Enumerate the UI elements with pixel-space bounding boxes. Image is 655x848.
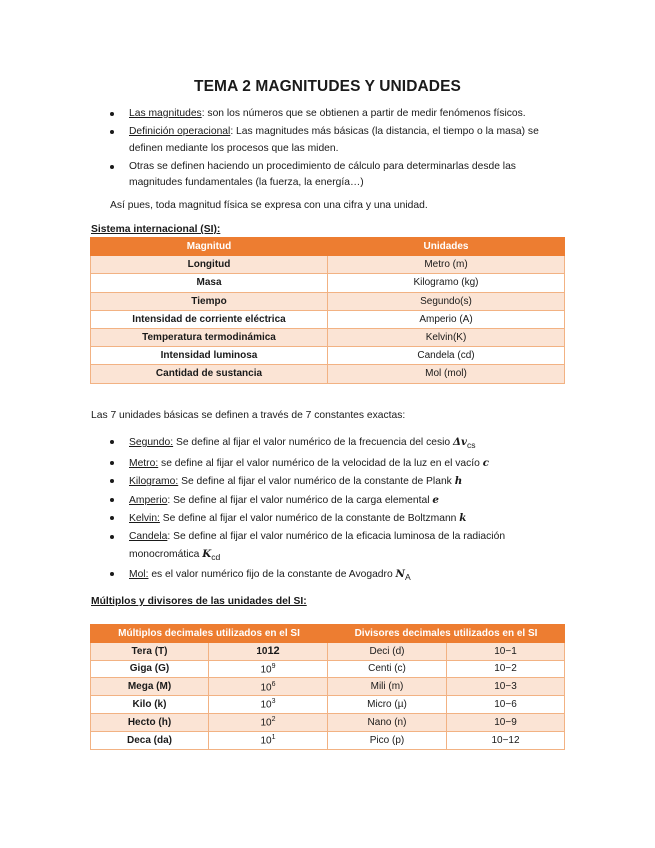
symbol-subscript: A bbox=[404, 572, 411, 583]
cell-magnitud: Intensidad luminosa bbox=[91, 347, 328, 365]
page-title: TEMA 2 MAGNITUDES Y UNIDADES bbox=[194, 78, 461, 95]
base: 10 bbox=[256, 646, 268, 658]
bullet-text: : Se define al fijar el valor numérico de la eficacia luminosa de la radiación monocromática bbox=[129, 531, 506, 560]
term-mol: Mol: bbox=[129, 569, 149, 581]
term-definicion-operacional: Definición operacional bbox=[129, 126, 231, 137]
cell-divisor-name: Deci (d) bbox=[328, 642, 447, 660]
cell-magnitud: Intensidad de corriente eléctrica bbox=[91, 310, 328, 328]
list-item bbox=[110, 124, 560, 157]
table-row bbox=[91, 713, 565, 731]
cell-divisor-value: 10−9 bbox=[447, 713, 565, 731]
cell-multiple-name: Giga (G) bbox=[91, 660, 209, 678]
table-row bbox=[91, 274, 565, 292]
table-row bbox=[91, 678, 565, 696]
term-magnitudes: Las magnitudes bbox=[129, 108, 202, 119]
bullet-text: Otras se definen haciendo un procedimiento de cálculo para determinarlas desde las magnitudes fundamentales (la fuerza, la energía…) bbox=[129, 160, 516, 188]
paragraph-asi-pues: Así pues, toda magnitud física se expresa con una cifra y una unidad. bbox=[110, 200, 428, 211]
cell-multiple-value bbox=[209, 696, 328, 714]
cell-divisor-name: Mili (m) bbox=[328, 678, 447, 696]
intro-bullet-list bbox=[110, 106, 560, 193]
cell-multiple-name: Hecto (h) bbox=[91, 713, 209, 731]
term-metro: Metro: bbox=[129, 457, 159, 469]
cell-multiple-value bbox=[209, 713, 328, 731]
paragraph-seven-units: Las 7 unidades básicas se definen a través de 7 constantes exactas: bbox=[91, 410, 406, 421]
exponent: 2 bbox=[271, 716, 276, 724]
bullet-text: se define al fijar el valor numérico de la velocidad de la luz en el vacío bbox=[158, 457, 483, 469]
cell-divisor-value: 10−12 bbox=[447, 731, 565, 749]
cell-divisor-name: Pico (p) bbox=[328, 731, 447, 749]
cell-multiple-name: Tera (T) bbox=[91, 642, 209, 660]
cell-unidad: Candela (cd) bbox=[328, 347, 565, 365]
base: 10 bbox=[260, 681, 272, 693]
base: 10 bbox=[260, 664, 272, 676]
cell-divisor-value: 10−3 bbox=[447, 678, 565, 696]
symbol: k bbox=[459, 512, 467, 525]
cell-magnitud: Cantidad de sustancia bbox=[91, 365, 328, 383]
list-item bbox=[110, 159, 560, 192]
cell-magnitud: Masa bbox=[91, 274, 328, 292]
cell-unidad: Metro (m) bbox=[328, 256, 565, 274]
column-header-multiplos: Múltiplos decimales utilizados en el SI bbox=[91, 625, 328, 643]
table-row bbox=[91, 256, 565, 274]
si-units-table bbox=[90, 237, 565, 384]
section-heading-multiplos: Múltiplos y divisores de las unidades del SI: bbox=[91, 596, 307, 607]
symbol-subscript: cd bbox=[211, 551, 221, 562]
column-header-unidades: Unidades bbox=[328, 238, 565, 256]
bullet-text: : Las magnitudes más básicas (la distancia, el tiempo o la masa) se definen mediante los procesos que las miden. bbox=[129, 126, 539, 154]
cell-multiple-value bbox=[209, 678, 328, 696]
cell-divisor-value: 10−6 bbox=[447, 696, 565, 714]
cell-magnitud: Longitud bbox=[91, 256, 328, 274]
list-item bbox=[110, 434, 540, 454]
symbol: c bbox=[482, 456, 490, 469]
table-row bbox=[91, 310, 565, 328]
symbol: Δv bbox=[452, 436, 467, 448]
cell-multiple-name: Deca (da) bbox=[91, 731, 209, 749]
exponent: 3 bbox=[271, 698, 276, 706]
symbol: e bbox=[432, 493, 439, 506]
cell-divisor-value: 10−2 bbox=[447, 660, 565, 678]
cell-magnitud: Tiempo bbox=[91, 292, 328, 310]
cell-multiple-value bbox=[209, 660, 328, 678]
bullet-text: : son los números que se obtienen a partir de medir fenómenos físicos. bbox=[201, 108, 526, 119]
cell-multiple-name: Mega (M) bbox=[91, 678, 209, 696]
term-kilogramo: Kilogramo: bbox=[129, 476, 179, 488]
term-candela: Candela bbox=[129, 531, 168, 543]
list-item bbox=[110, 455, 540, 473]
cell-multiple-value bbox=[209, 642, 328, 660]
column-header-divisores: Divisores decimales utilizados en el SI bbox=[328, 625, 565, 643]
list-item bbox=[110, 473, 540, 491]
exponent: 12 bbox=[267, 645, 280, 658]
base: 10 bbox=[260, 717, 272, 729]
list-item bbox=[110, 106, 560, 123]
base: 10 bbox=[260, 735, 272, 747]
cell-divisor-name: Micro (µ) bbox=[328, 696, 447, 714]
table-row bbox=[91, 731, 565, 749]
list-item bbox=[110, 510, 540, 528]
cell-magnitud: Temperatura termodinámica bbox=[91, 328, 328, 346]
cell-unidad: Kelvin(K) bbox=[328, 328, 565, 346]
cell-unidad: Amperio (A) bbox=[328, 310, 565, 328]
symbol-subscript: cs bbox=[466, 440, 476, 451]
exponent: 1 bbox=[271, 734, 276, 742]
bullet-text: : Se define al fijar el valor numérico de la carga elemental bbox=[167, 494, 433, 506]
cell-divisor-name: Centi (c) bbox=[328, 660, 447, 678]
cell-multiple-value bbox=[209, 731, 328, 749]
unit-definitions-list bbox=[110, 434, 540, 587]
multiples-divisors-table bbox=[90, 624, 565, 750]
table-header-row bbox=[91, 625, 565, 643]
cell-unidad: Segundo(s) bbox=[328, 292, 565, 310]
table-row bbox=[91, 328, 565, 346]
table-row bbox=[91, 696, 565, 714]
bullet-text: Se define al fijar el valor numérico de la constante de Boltzmann bbox=[159, 513, 460, 525]
bullet-text: Se define al fijar el valor numérico de la frecuencia del cesio bbox=[173, 437, 453, 448]
term-kelvin: Kelvin: bbox=[129, 513, 160, 525]
table-row bbox=[91, 292, 565, 310]
symbol: K bbox=[202, 547, 212, 560]
cell-unidad: Mol (mol) bbox=[328, 365, 565, 383]
exponent: 9 bbox=[271, 662, 276, 670]
table-header-row bbox=[91, 238, 565, 256]
list-item bbox=[110, 529, 540, 565]
bullet-text: es el valor numérico fijo de la constante de Avogadro bbox=[148, 569, 396, 581]
list-item bbox=[110, 492, 540, 510]
bullet-text: Se define al fijar el valor numérico de la constante de Plank bbox=[178, 476, 455, 488]
base: 10 bbox=[260, 699, 272, 711]
cell-divisor-value: 10−1 bbox=[447, 642, 565, 660]
symbol: N bbox=[395, 568, 405, 581]
table-row bbox=[91, 347, 565, 365]
cell-divisor-name: Nano (n) bbox=[328, 713, 447, 731]
table-row bbox=[91, 365, 565, 383]
cell-unidad: Kilogramo (kg) bbox=[328, 274, 565, 292]
term-amperio: Amperio bbox=[129, 494, 168, 506]
column-header-magnitud: Magnitud bbox=[91, 238, 328, 256]
list-item bbox=[110, 566, 540, 586]
section-heading-si: Sistema internacional (SI): bbox=[91, 224, 221, 235]
symbol: h bbox=[454, 475, 463, 488]
table-row bbox=[91, 642, 565, 660]
table-row bbox=[91, 660, 565, 678]
cell-multiple-name: Kilo (k) bbox=[91, 696, 209, 714]
exponent: 6 bbox=[271, 680, 276, 688]
term-segundo: Segundo: bbox=[129, 437, 174, 448]
